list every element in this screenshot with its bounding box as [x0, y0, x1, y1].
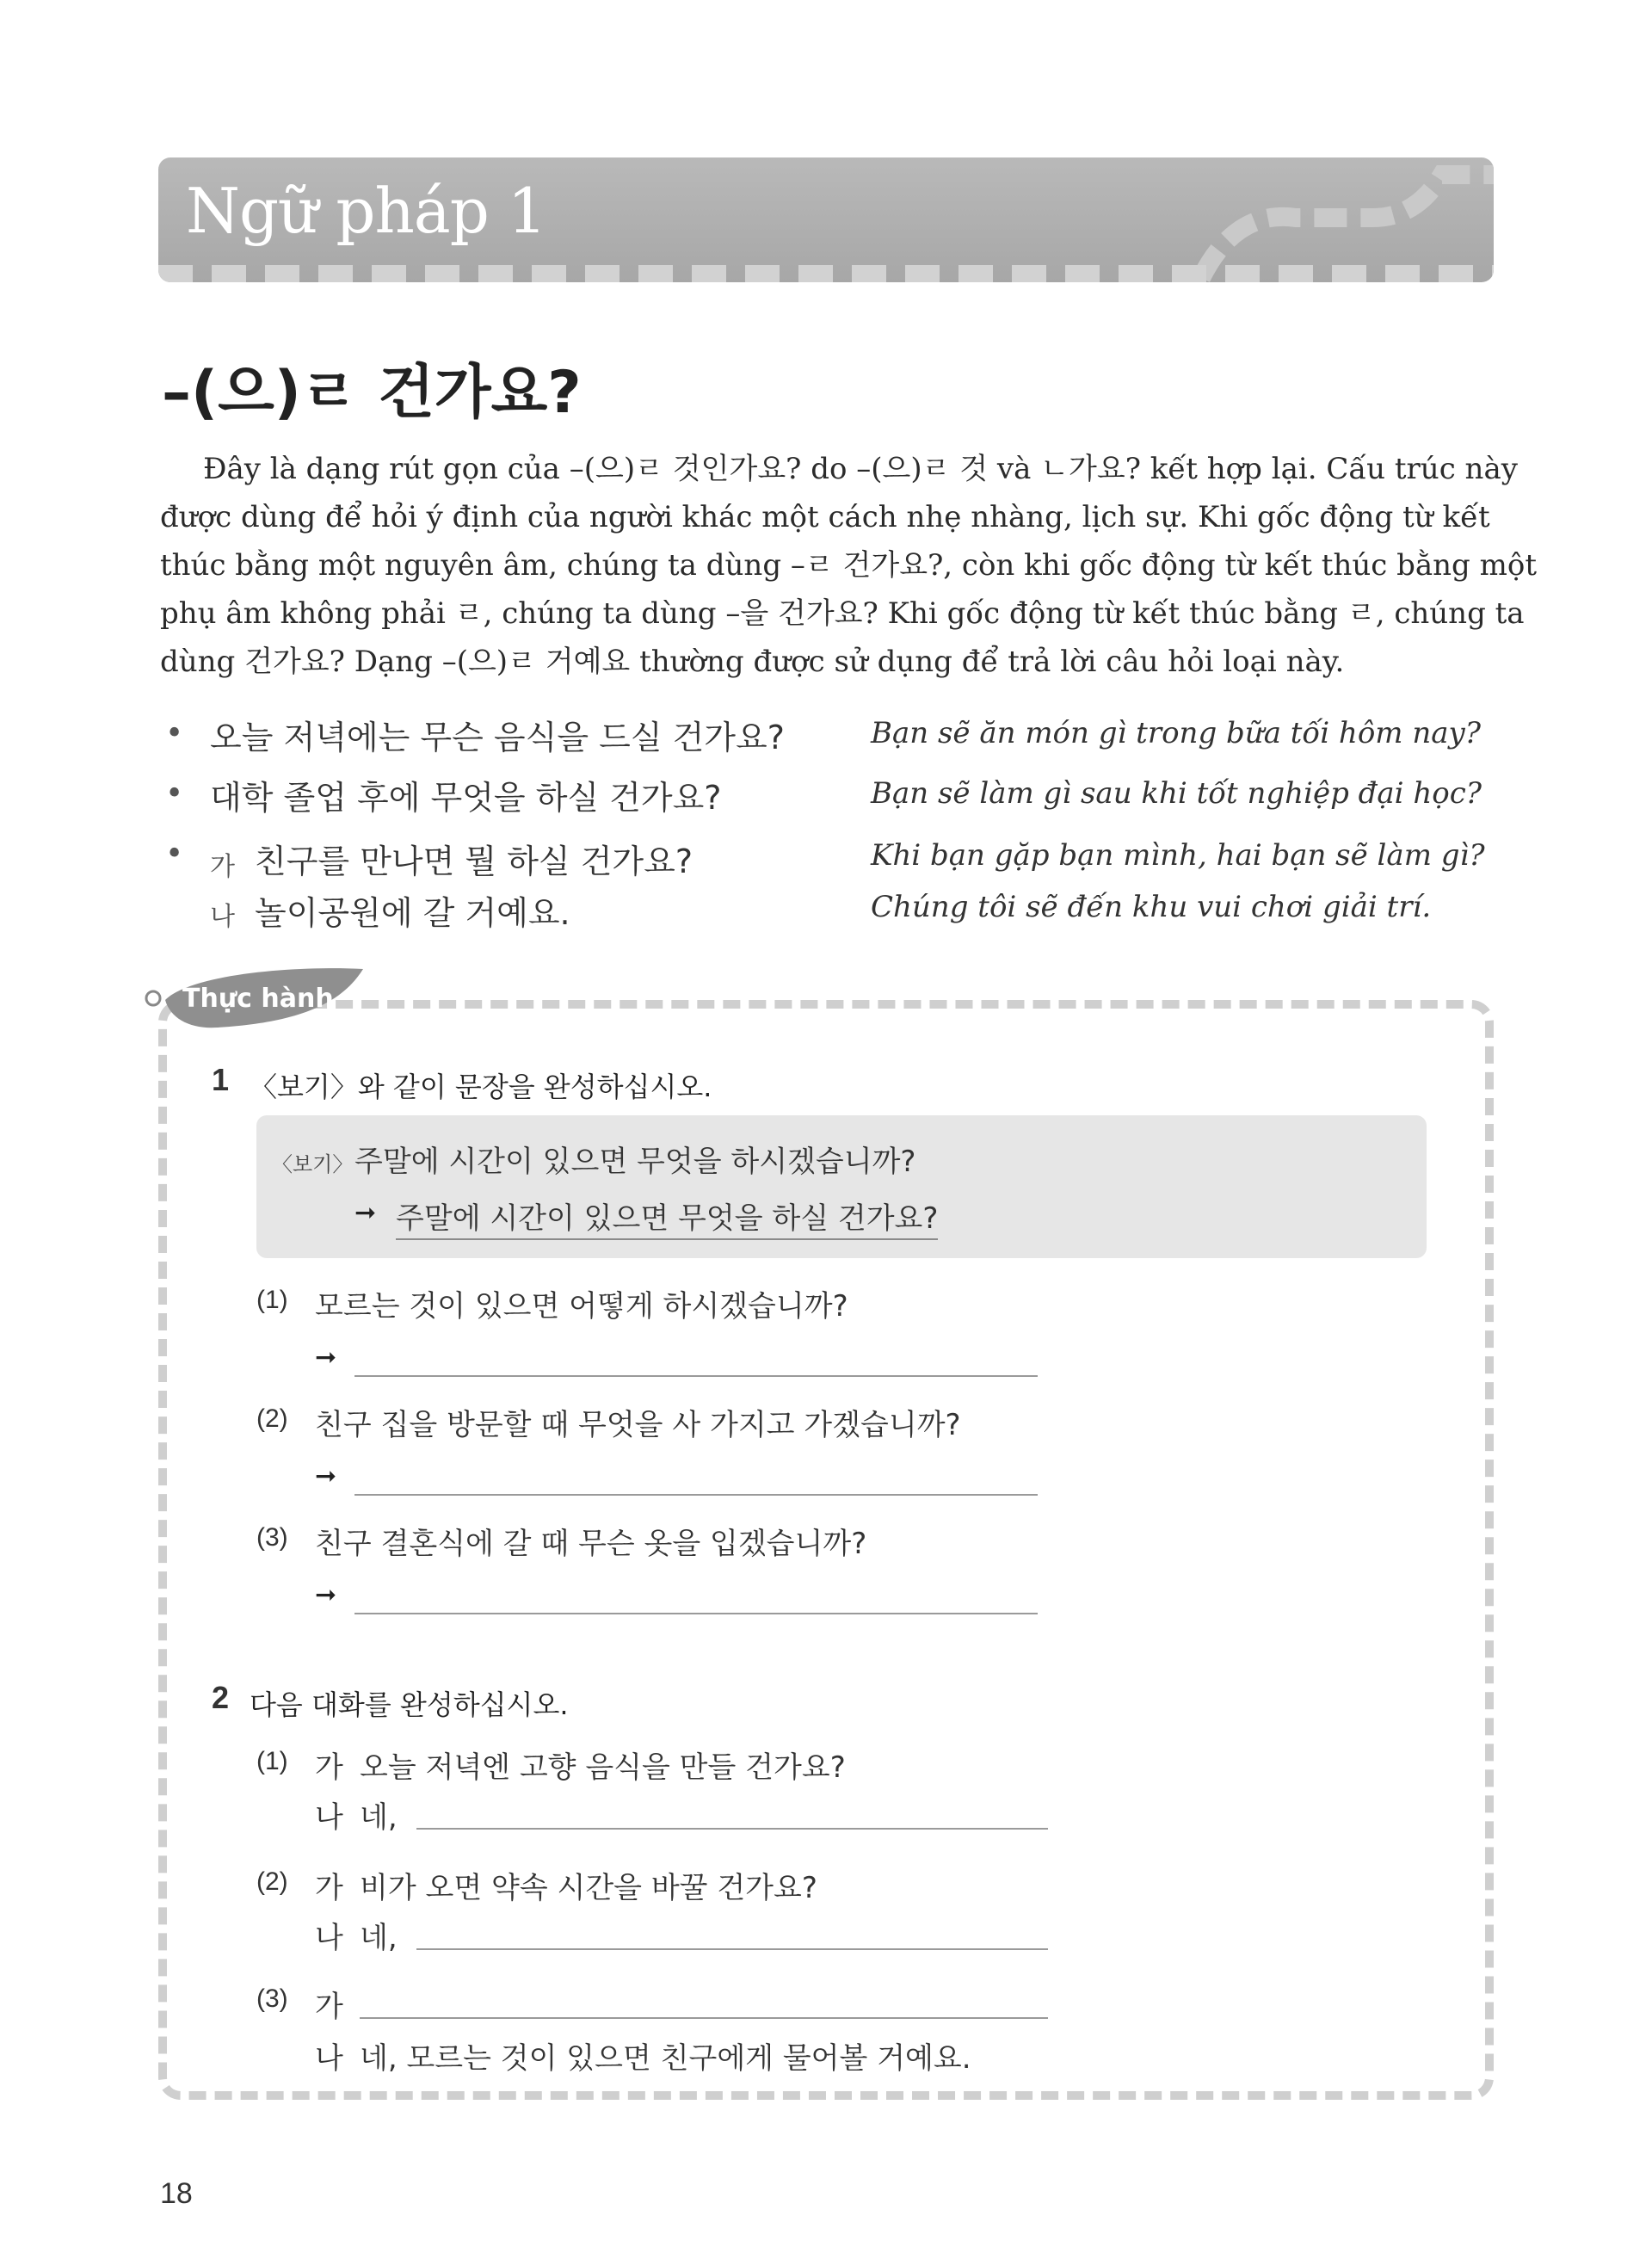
- explanation-line: dùng 건가요? Dạng –(으)ㄹ 거예요 thường được sử dụng để trả lời câu hỏi loại này.: [160, 645, 1345, 679]
- practice-label: Thực hành: [182, 984, 334, 1014]
- arrow-icon: ➞: [315, 1461, 337, 1491]
- example-korean: 친구를 만나면 뭘 하실 건가요?: [255, 842, 693, 880]
- dialogue-question: 오늘 저녁엔 고향 음식을 만들 건가요?: [360, 1750, 846, 1785]
- example-vietnamese: Khi bạn gặp bạn mình, hai bạn sẽ làm gì?: [871, 838, 1485, 873]
- speaker-tag: 가: [315, 1750, 343, 1785]
- question-number: 1: [212, 1062, 230, 1097]
- item-question: 친구 집을 방문할 때 무엇을 사 가지고 가겠습니까?: [315, 1408, 961, 1442]
- example-answer: 주말에 시간이 있으면 무엇을 하실 건가요?: [396, 1194, 938, 1240]
- example-vietnamese: Chúng tôi sẽ đến khu vui chơi giải trí.: [871, 890, 1432, 924]
- speaker-tag: 가: [315, 1871, 343, 1905]
- speaker-tag: 나: [315, 2041, 343, 2076]
- page-number: 18: [160, 2177, 193, 2210]
- item-number: (2): [256, 1404, 288, 1433]
- item-number: (2): [256, 1867, 288, 1896]
- answer-blank[interactable]: [354, 1613, 1038, 1614]
- speaker-tag: 나: [315, 1800, 343, 1835]
- answer-blank[interactable]: [416, 1828, 1048, 1830]
- example-korean: 대학 졸업 후에 무엇을 하실 건가요?: [210, 779, 722, 817]
- arrow-icon: ➞: [315, 1342, 337, 1373]
- bullet: •: [165, 776, 184, 812]
- example-vietnamese: Bạn sẽ làm gì sau khi tốt nghiệp đại học?: [871, 776, 1482, 811]
- answer-blank[interactable]: [354, 1375, 1038, 1377]
- question-instruction: 다음 대화를 완성하십시오.: [250, 1688, 569, 1721]
- speaker-tag: 나: [315, 1921, 343, 1955]
- dialogue-answer-start: 네,: [360, 1800, 398, 1835]
- banner-title: Ngữ pháp 1: [186, 175, 546, 247]
- example-tag: 〈보기〉: [272, 1152, 354, 1176]
- dialogue-question: 비가 오면 약속 시간을 바꿀 건가요?: [360, 1871, 817, 1905]
- bullet: •: [165, 716, 184, 751]
- grammar-title: –(으)ㄹ 건가요?: [162, 359, 582, 427]
- example-question: 주말에 시간이 있으면 무엇을 하시겠습니까?: [354, 1145, 916, 1179]
- question-number: 2: [212, 1680, 230, 1715]
- example-korean: 오늘 저녁에는 무슨 음식을 드실 건가요?: [210, 719, 785, 756]
- item-number: (3): [256, 1523, 288, 1552]
- dialogue-answer-start: 네,: [360, 1921, 398, 1955]
- answer-blank[interactable]: [360, 2017, 1048, 2019]
- explanation-paragraph: [160, 445, 1537, 686]
- arrow-icon: ➞: [354, 1198, 377, 1228]
- section-banner: [158, 157, 1494, 282]
- item-number: (1): [256, 1747, 288, 1775]
- item-question: 모르는 것이 있으면 어떻게 하시겠습니까?: [315, 1289, 848, 1324]
- example-korean: 놀이공원에 갈 거예요.: [255, 894, 570, 932]
- speaker-tag: 가: [210, 852, 235, 882]
- banner-decoration: [1184, 157, 1494, 282]
- item-number: (3): [256, 1984, 288, 2013]
- example-vietnamese: Bạn sẽ ăn món gì trong bữa tối hôm nay?: [871, 716, 1481, 750]
- dialogue-answer: 네, 모르는 것이 있으면 친구에게 물어볼 거예요.: [360, 2041, 971, 2076]
- arrow-icon: ➞: [315, 1580, 337, 1610]
- answer-blank[interactable]: [416, 1948, 1048, 1950]
- speaker-tag: 가: [315, 1990, 343, 2024]
- answer-blank[interactable]: [354, 1494, 1038, 1496]
- banner-dash-strip: [158, 265, 1494, 282]
- explanation-line: Đây là dạng rút gọn của –(으)ㄹ 것인가요? do –(으)ㄹ 것 và ㄴ가요? kết hợp lại. Cấu trúc này: [203, 452, 1518, 486]
- item-question: 친구 결혼식에 갈 때 무슨 옷을 입겠습니까?: [315, 1527, 867, 1561]
- explanation-line: phụ âm không phải ㄹ, chúng ta dùng –을 건가요? Khi gốc động từ kết thúc bằng ㄹ, chúng ta: [160, 596, 1525, 631]
- bullet: •: [165, 836, 184, 872]
- explanation-line: được dùng để hỏi ý định của người khác một cách nhẹ nhàng, lịch sự. Khi gốc động từ kết: [160, 500, 1490, 534]
- question-instruction: 〈보기〉와 같이 문장을 완성하십시오.: [250, 1071, 712, 1103]
- explanation-line: thúc bằng một nguyên âm, chúng ta dùng –ㄹ 건가요?, còn khi gốc động từ kết thúc bằng một: [160, 548, 1537, 583]
- speaker-tag: 나: [210, 902, 235, 932]
- item-number: (1): [256, 1286, 288, 1314]
